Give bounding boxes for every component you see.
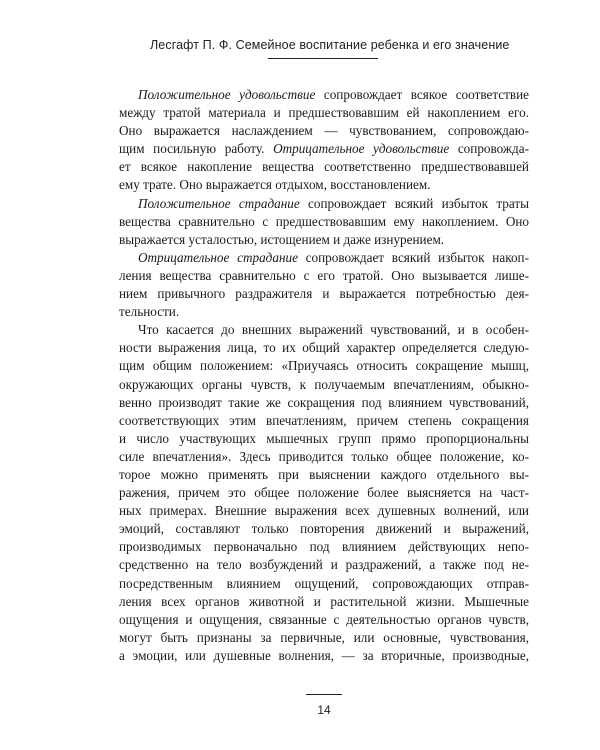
text-line <box>119 213 529 231</box>
text-line <box>119 86 529 104</box>
text-line <box>119 104 529 122</box>
text-run: выражается усталостью, истощением и даже изнурением. <box>119 231 445 247</box>
page-number: 14 <box>317 703 331 717</box>
footer-rule <box>306 694 342 695</box>
text-run: ления всех органов животной и растительной жизни. Мышечные <box>119 593 529 609</box>
text-run: производимых первоначально под влиянием действующих непо- <box>119 539 529 555</box>
text-line <box>119 321 529 339</box>
text-line <box>119 484 529 502</box>
text-run: ражения, причем это общее положение более выясняется на част- <box>119 485 529 501</box>
text-run: и число участвующих мышечных групп прямо пропорциональны <box>119 430 529 446</box>
text-run: Оно выражается наслаждением — чувствованием, сопровождаю- <box>119 123 529 139</box>
text-line <box>119 158 529 176</box>
text-run: сопровождает всякий избыток траты <box>299 195 529 211</box>
text-run: ощущения и ощущения, связанные с деятельностью органов чувств, <box>119 611 529 627</box>
text-line <box>119 195 529 213</box>
text-run: ности выражения лица, то их общий характер определяется следую- <box>119 340 529 356</box>
text-run: нием привычного раздражителя и выражается потребностью дея- <box>119 286 529 302</box>
text-line <box>119 538 529 556</box>
italic-term: Отрицательное удовольствие <box>273 141 450 157</box>
text-run: соответствующих этим впечатлениям, причем степень сокращения <box>119 412 529 428</box>
text-run: эмоций, составляют только повторения движений и выражений, <box>119 521 529 537</box>
text-line <box>119 357 529 375</box>
text-run: вещества сравнительно с предшествовавшим ему накоплением. Оно <box>119 213 529 229</box>
text-line <box>119 647 529 665</box>
paragraph <box>119 86 529 195</box>
text-line <box>119 430 529 448</box>
text-run: Что касается до внешних выражений чувствований, и в особен- <box>138 322 529 338</box>
text-run: торое можно применять при выяснении каждого отдельного вы- <box>119 466 529 482</box>
text-run: между тратой материала и предшествовавшим ей накоплением его. <box>119 105 529 121</box>
text-line <box>119 394 529 412</box>
text-line <box>119 629 529 647</box>
text-line <box>119 140 529 158</box>
text-line <box>119 611 529 629</box>
text-line <box>119 303 529 321</box>
running-header: Лесгафт П. Ф. Семейное воспитание ребенка и его значение <box>150 38 510 52</box>
paragraph <box>119 195 529 249</box>
text-line <box>119 412 529 430</box>
paragraph <box>119 321 529 665</box>
italic-term: Положительное удовольствие <box>138 87 316 102</box>
text-line <box>119 556 529 574</box>
text-line <box>119 122 529 140</box>
text-line <box>119 285 529 303</box>
text-line <box>119 267 529 285</box>
text-run: посредственным влиянием ощущений, сопровождающих отправ- <box>119 575 529 591</box>
text-run: сопровождает всякий избыток накоп- <box>297 249 529 265</box>
text-line <box>119 448 529 466</box>
text-line <box>119 502 529 520</box>
text-run: окружающих органы чувств, к получаемым впечатлениям, обыкно- <box>119 376 529 392</box>
text-run: ет всякое накопление вещества соответственно предшествовавшей <box>119 159 529 175</box>
text-run: щим общим положением: «Приучаясь относить сокращение мышц, <box>119 358 529 374</box>
text-line <box>119 376 529 394</box>
text-line <box>119 575 529 593</box>
text-line <box>119 520 529 538</box>
text-run: щим посильную работу. <box>119 141 274 157</box>
italic-term: Положительное страдание <box>138 195 300 211</box>
text-run: могут быть признаны за первичные, или основные, чувствования, <box>119 629 529 645</box>
italic-term: Отрицательное страдание <box>138 249 298 265</box>
text-run: сопровождает всякое соответствие <box>315 87 530 102</box>
text-line <box>119 466 529 484</box>
text-run: венно производят такие же сокращения под влиянием чувствований, <box>119 394 529 410</box>
text-run: ему трате. Оно выражается отдыхом, восстановлением. <box>119 177 431 193</box>
paragraph <box>119 249 529 321</box>
text-line <box>119 339 529 357</box>
text-line <box>119 176 529 194</box>
text-run: сопровожда- <box>449 141 529 157</box>
text-run: ления вещества сравнительно с его тратой. Оно вызывается лише- <box>119 267 529 283</box>
header-rule <box>268 58 378 59</box>
text-line <box>119 231 529 249</box>
text-run: а эмоции, или душевные волнения, — за вторичные, производные, <box>119 647 529 663</box>
body-text <box>119 86 529 665</box>
text-line <box>119 593 529 611</box>
text-run: силе впечатления». Здесь приводится только общее положение, ко- <box>119 448 529 464</box>
text-run: ных примерах. Внешние выражения всех душевных волнений, или <box>119 503 529 519</box>
text-run: средственно на тело возбуждений и раздражений, а также под не- <box>119 557 529 573</box>
text-line <box>119 249 529 267</box>
text-run: тельности. <box>119 304 180 320</box>
